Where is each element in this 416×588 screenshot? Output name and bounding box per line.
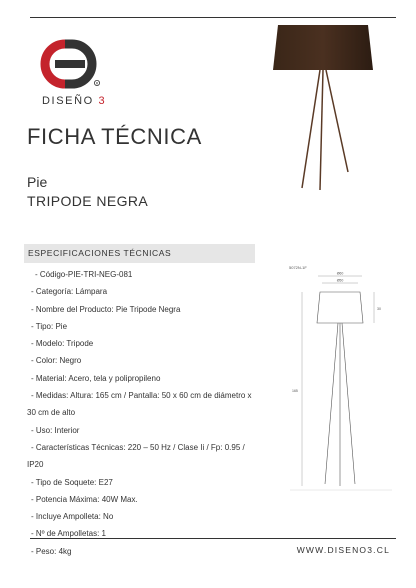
- spec-item-product-name: - Nombre del Producto: Pie Tripode Negra: [31, 304, 181, 314]
- spec-item-bulb-count: - Nº de Ampolletas: 1: [31, 529, 106, 539]
- product-category: Pie: [27, 174, 48, 190]
- spec-item-use: - Uso: Interior: [31, 425, 80, 435]
- specs-heading: ESPECIFICACIONES TÉCNICAS: [24, 244, 255, 263]
- top-divider: [30, 17, 396, 18]
- drawing-dim-total-height: 165: [292, 389, 298, 393]
- spec-item-technical: - Características Técnicas: 220 – 50 Hz / Clase Ii / Fp: 0.95 /: [31, 442, 245, 452]
- brand-name: [42, 95, 106, 107]
- drawing-dim-top: Ø60: [336, 271, 344, 276]
- spec-item-socket: - Tipo de Soquete: E27: [31, 477, 113, 487]
- drawing-dim-bottom: Ø50: [336, 278, 344, 283]
- spec-item-code: - Código-PIE-TRI-NEG-081: [35, 270, 133, 279]
- page-title: FICHA TÉCNICA: [27, 124, 202, 149]
- spec-item-technical-cont: IP20: [27, 460, 44, 470]
- website-url: WWW.DISENO3.CL: [296, 545, 390, 555]
- drawing-dim-shade-height: 30: [377, 307, 381, 311]
- tripod-lamp-photo: [268, 22, 378, 192]
- technical-drawing: [282, 262, 397, 492]
- spec-item-dimensions: - Medidas: Altura: 165 cm / Pantalla: 50 x 60 cm de diámetro x: [31, 391, 252, 401]
- spec-item-dimensions-cont: 30 cm de alto: [27, 408, 76, 418]
- drawing-code: 5072N-1F: [289, 265, 307, 270]
- spec-item-model: - Modelo: Tripode: [31, 339, 94, 349]
- brand-name-number: 3: [98, 95, 107, 107]
- spec-item-type: - Tipo: Pie: [31, 321, 68, 331]
- spec-item-category: - Categoría: Lámpara: [31, 287, 108, 297]
- svg-text:R: R: [95, 81, 99, 86]
- bottom-divider: [30, 538, 396, 539]
- spec-item-material: - Material: Acero, tela y polipropileno: [31, 373, 161, 383]
- spec-item-color: - Color: Negro: [31, 356, 82, 366]
- product-name: TRIPODE NEGRA: [27, 193, 149, 209]
- spec-item-bulb-included: - Incluye Ampolleta: No: [31, 512, 114, 522]
- spec-item-weight: - Peso: 4kg: [31, 546, 72, 556]
- spec-item-power: - Potencia Máxima: 40W Max.: [31, 494, 138, 504]
- diseno3-logo-icon: [38, 38, 102, 90]
- brand-name-prefix: DISEÑO: [42, 95, 94, 107]
- spec-list: [27, 266, 285, 560]
